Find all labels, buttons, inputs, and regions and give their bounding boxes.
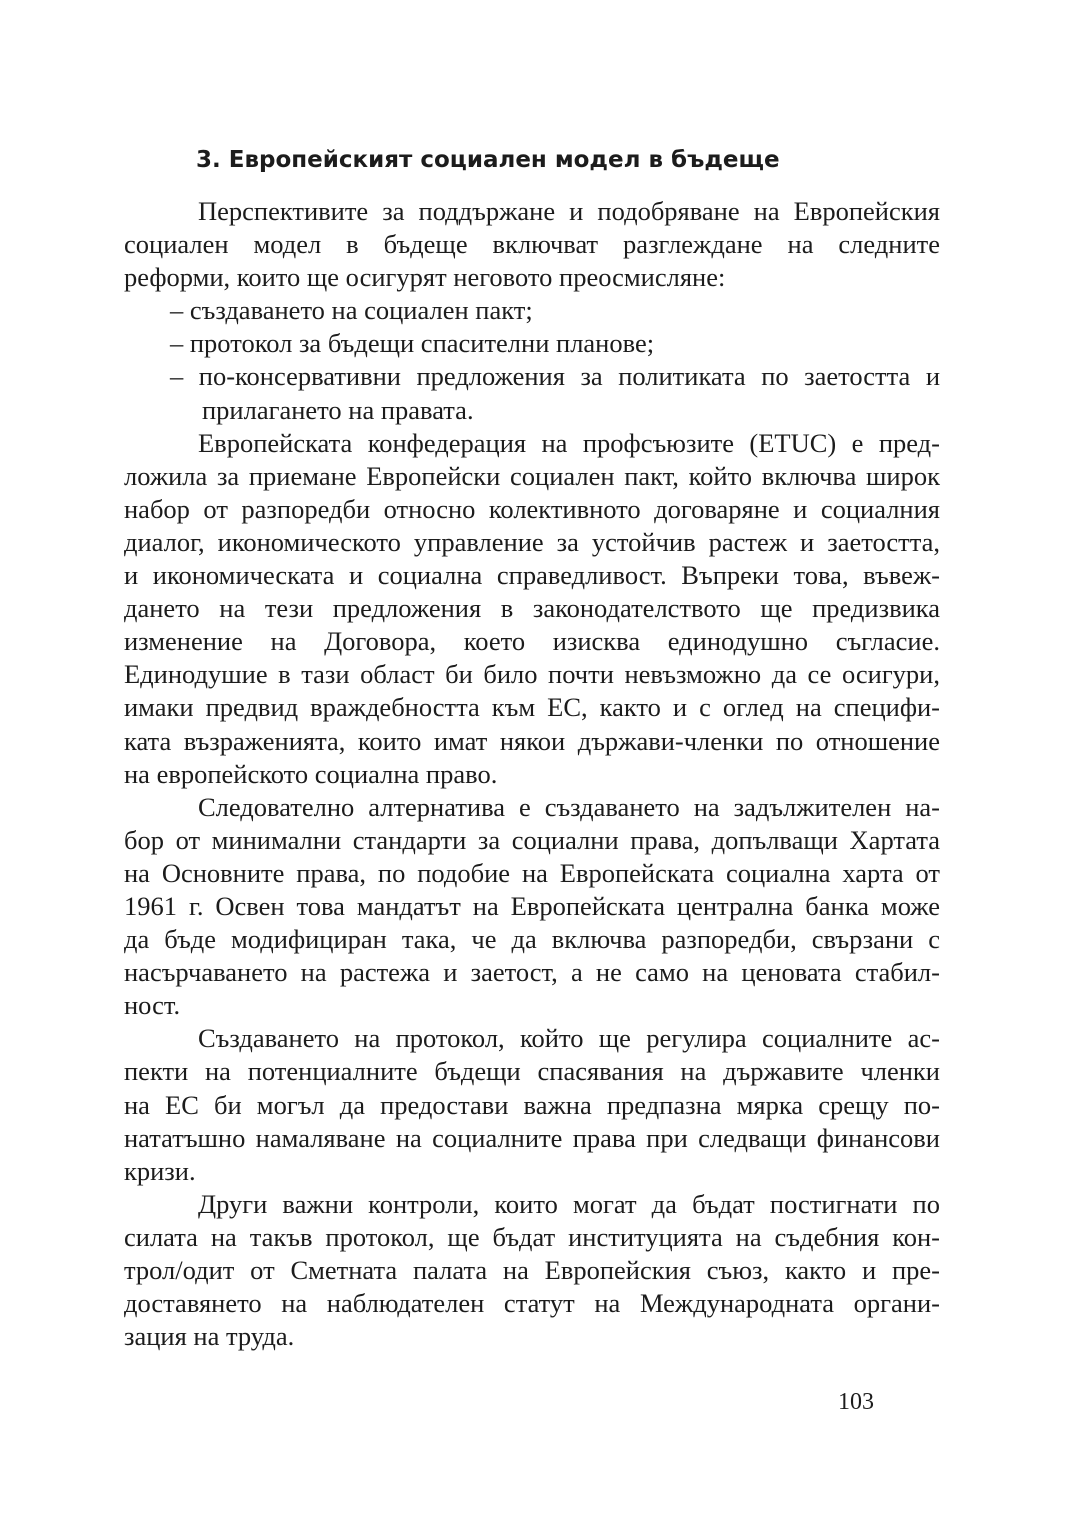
reform-list bbox=[124, 294, 940, 426]
page-body bbox=[124, 195, 940, 1353]
list-item: – по-консервативни предложения за политиката по заетостта и bbox=[170, 361, 940, 392]
text-line: 1961 г. Освен това мандатът на Европейската централна банка може bbox=[124, 890, 940, 921]
paragraph-3 bbox=[124, 791, 940, 1023]
text-line: имаки предвид враждебността към ЕС, както и с оглед на специфи- bbox=[124, 692, 940, 723]
list-item: – протокол за бъдещи спасителни планове; bbox=[170, 328, 655, 359]
text-line: Следователно алтернатива е създаването на задължителен на- bbox=[198, 791, 940, 822]
text-line: на европейското социална право. bbox=[124, 758, 498, 789]
text-line: силата на такъв протокол, ще бъдат институцията на съдебния кон- bbox=[124, 1221, 940, 1252]
text-line: бор от минимални стандарти за социални права, допълващи Хартата bbox=[124, 824, 940, 855]
text-line: кризи. bbox=[124, 1155, 196, 1186]
paragraph-5 bbox=[124, 1188, 940, 1353]
text-line: дането на тези предложения в законодателството ще предизвика bbox=[124, 593, 940, 624]
text-line: доставянето на наблюдателен статут на Международната органи- bbox=[124, 1288, 940, 1319]
text-line: нататъшно намаляване на социалните права при следващи финансови bbox=[124, 1122, 940, 1153]
text-line: реформи, които ще осигурят неговото преосмисляне: bbox=[124, 262, 726, 293]
book-page bbox=[124, 0, 940, 1530]
text-line: Перспективите за поддържане и подобряване на Европейския bbox=[198, 196, 940, 226]
text-line: и икономическата и социална справедливост. Въпреки това, въвеж- bbox=[124, 560, 940, 591]
text-line: Други важни контроли, които могат да бъдат постигнати по bbox=[198, 1188, 940, 1219]
text-line: Единодушие в тази област би било почти невъзможно да се осигури, bbox=[124, 659, 940, 690]
text-line: насърчаването на растежа и заетост, а не само на ценовата стабил- bbox=[124, 957, 940, 988]
text-line: на ЕС би могъл да предостави важна предпазна мярка срещу по- bbox=[124, 1089, 940, 1120]
text-line: диалог, икономическото управление за устойчив растеж и заетостта, bbox=[124, 526, 940, 557]
text-line: набор от разпоредби относно колективното договаряне и социалния bbox=[124, 493, 940, 524]
list-item: – създаването на социален пакт; bbox=[170, 295, 533, 326]
text-line: трол/одит от Сметната палата на Европейския съюз, както и пре- bbox=[124, 1255, 940, 1285]
text-line: социален модел в бъдеще включват разглеждане на следните bbox=[124, 229, 940, 260]
text-line: Създаването на протокол, който ще регулира социалните ас- bbox=[198, 1023, 940, 1054]
text-line: ката възраженията, които имат някои държави-членки по отношение bbox=[124, 725, 940, 756]
list-item-continuation: прилагането на правата. bbox=[202, 394, 474, 425]
text-line: пекти на потенциалните бъдещи спасявания на държавите членки bbox=[124, 1056, 940, 1087]
paragraph-4 bbox=[124, 1022, 940, 1187]
text-line: изменение на Договора, което изисква единодушно съгласие. bbox=[124, 626, 940, 657]
text-line: на Основните права, по подобие на Европейската социална харта от bbox=[124, 857, 940, 888]
paragraph-2 bbox=[124, 427, 940, 791]
section-heading: 3. Европейският социален модел в бъдеще bbox=[196, 147, 780, 173]
page-number: 103 bbox=[838, 1389, 874, 1415]
text-line: да бъде модифициран така, че да включва разпоредби, свързани с bbox=[124, 924, 940, 955]
paragraph-1 bbox=[124, 195, 940, 294]
text-line: зация на труда. bbox=[124, 1321, 295, 1352]
text-line: ложила за приемане Европейски социален пакт, който включва широк bbox=[124, 460, 940, 491]
text-line: Европейската конфедерация на профсъюзите (ETUC) е пред- bbox=[198, 427, 940, 458]
text-line: ност. bbox=[124, 990, 181, 1021]
